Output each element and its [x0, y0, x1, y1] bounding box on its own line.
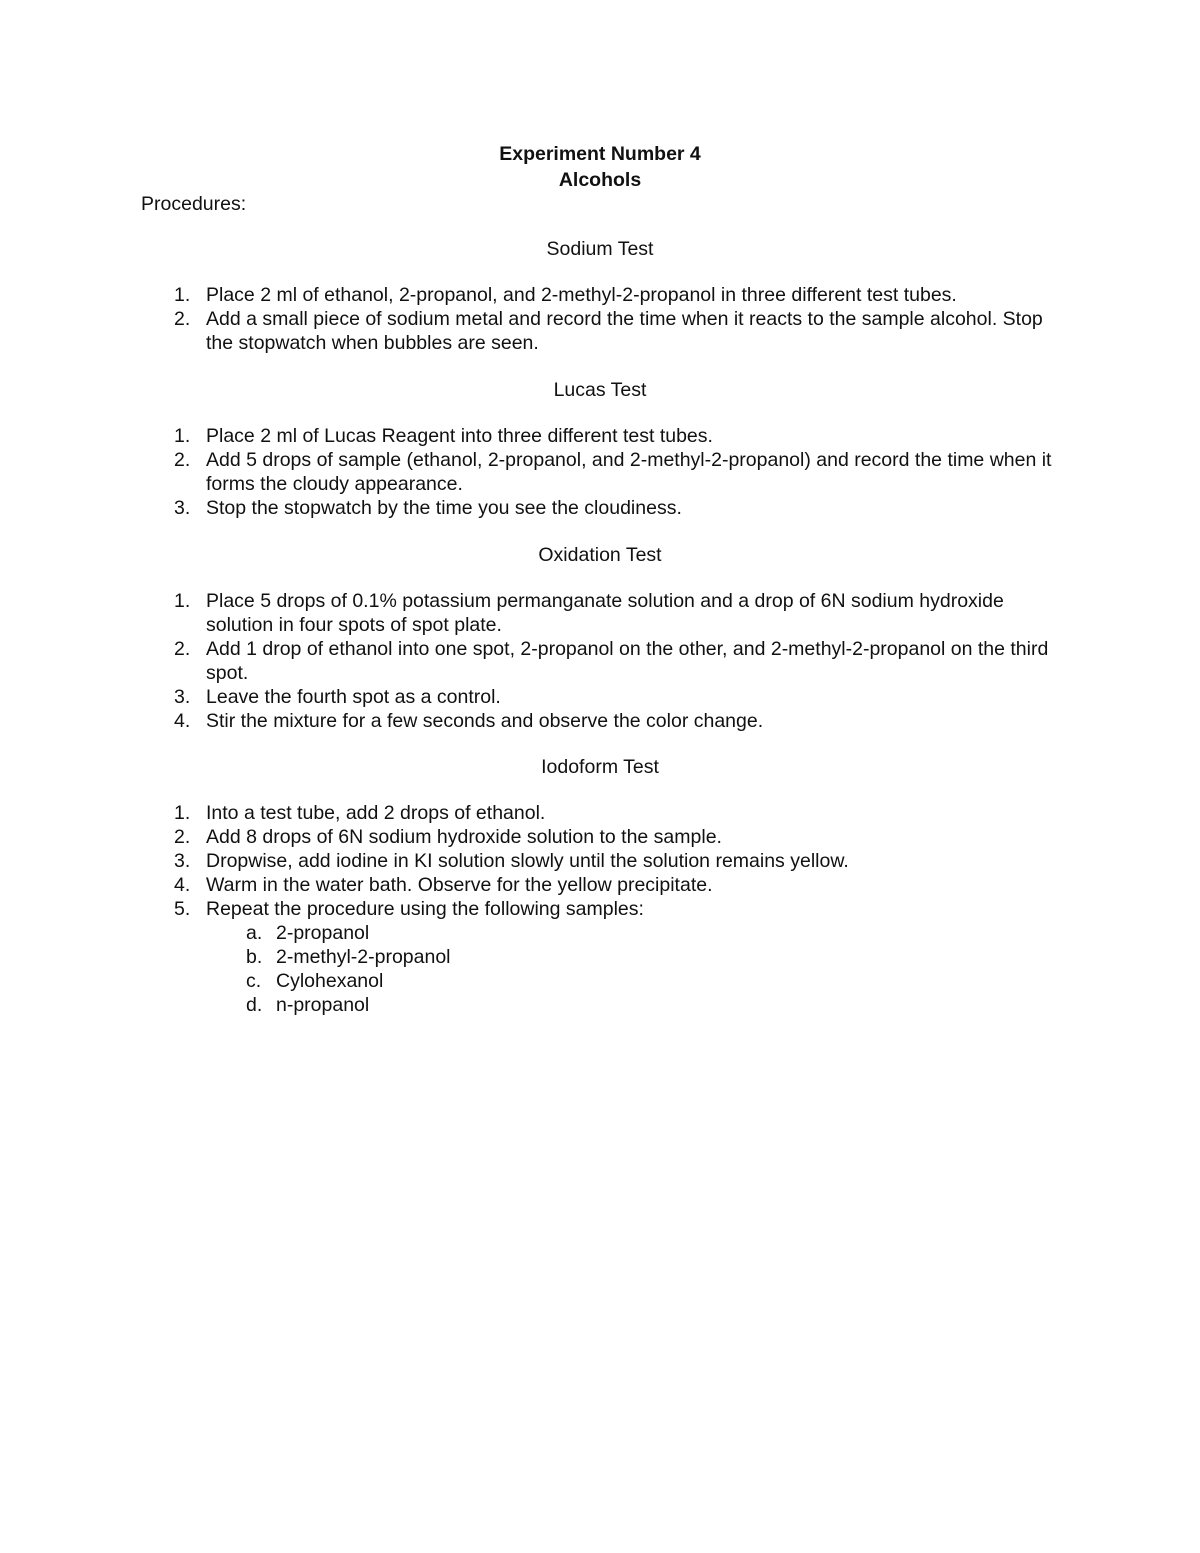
list-item [0, 637, 1066, 685]
list-item [0, 685, 1066, 709]
step-list [0, 589, 1200, 733]
list-item [0, 496, 1066, 520]
section-heading: Oxidation Test [538, 544, 662, 566]
sample-letter: c. [246, 970, 262, 992]
procedures-label: Procedures: [141, 193, 247, 215]
document-title: Experiment Number 4 [499, 143, 701, 165]
step-list [0, 283, 1200, 355]
section-heading: Sodium Test [546, 238, 654, 260]
step-text: Place 2 ml of ethanol, 2-propanol, and 2-methyl-2-propanol in three different test tubes. [206, 284, 957, 306]
sample-text: n-propanol [276, 994, 370, 1016]
sample-letter: b. [246, 946, 263, 968]
list-item [0, 283, 1066, 307]
list-item [0, 307, 1066, 355]
section-heading: Lucas Test [553, 379, 647, 401]
sample-item [206, 921, 1066, 945]
step-text: Into a test tube, add 2 drops of ethanol. [206, 802, 546, 824]
step-text: Repeat the procedure using the following samples: [206, 898, 644, 920]
document-subtitle: Alcohols [558, 169, 642, 191]
step-text: Stop the stopwatch by the time you see the cloudiness. [206, 497, 682, 519]
sample-item [206, 945, 1066, 969]
list-item [0, 801, 1066, 825]
step-number: 4. [174, 710, 191, 732]
sample-text: 2-propanol [276, 922, 370, 944]
step-number: 3. [174, 497, 191, 519]
step-number: 2. [174, 826, 191, 848]
step-number: 4. [174, 874, 191, 896]
list-item [0, 424, 1066, 448]
sample-letter: d. [246, 994, 263, 1016]
section-oxidation-test [0, 543, 1200, 733]
step-number: 2. [174, 308, 191, 330]
step-number: 3. [174, 850, 191, 872]
step-number: 2. [174, 449, 191, 471]
step-text: Place 5 drops of 0.1% potassium permanganate solution and a drop of 6N sodium hydroxide solution in four spots of spot plate. [206, 590, 1004, 636]
step-number: 1. [174, 590, 191, 612]
step-number: 1. [174, 425, 191, 447]
step-number: 2. [174, 638, 191, 660]
list-item [0, 448, 1066, 496]
section-iodoform-test [0, 755, 1200, 1017]
step-text: Add a small piece of sodium metal and record the time when it reacts to the sample alcohol. Stop the stopwatch when bubbles are seen. [206, 308, 1043, 354]
step-text: Dropwise, add iodine in KI solution slowly until the solution remains yellow. [206, 850, 849, 872]
list-item [0, 589, 1066, 637]
step-text: Place 2 ml of Lucas Reagent into three different test tubes. [206, 425, 713, 447]
section-lucas-test [0, 378, 1200, 520]
sample-item [206, 969, 1066, 993]
step-text: Stir the mixture for a few seconds and observe the color change. [206, 710, 764, 732]
step-text: Leave the fourth spot as a control. [206, 686, 501, 708]
step-number: 1. [174, 802, 191, 824]
step-text: Add 8 drops of 6N sodium hydroxide solution to the sample. [206, 826, 722, 848]
sample-text: Cylohexanol [276, 970, 384, 992]
list-item [0, 709, 1066, 733]
step-list [0, 801, 1200, 1017]
list-item [0, 897, 1066, 1017]
list-item [0, 849, 1066, 873]
step-text: Add 1 drop of ethanol into one spot, 2-propanol on the other, and 2-methyl-2-propanol on the third spot. [206, 638, 1049, 684]
sample-list [206, 921, 1066, 1017]
step-text: Warm in the water bath. Observe for the yellow precipitate. [206, 874, 713, 896]
sample-text: 2-methyl-2-propanol [276, 946, 451, 968]
section-sodium-test [0, 237, 1200, 355]
section-heading: Iodoform Test [541, 756, 659, 778]
list-item [0, 873, 1066, 897]
step-list [0, 424, 1200, 520]
step-number: 1. [174, 284, 191, 306]
sample-letter: a. [246, 922, 263, 944]
sample-item [206, 993, 1066, 1017]
step-number: 3. [174, 686, 191, 708]
step-number: 5. [174, 898, 191, 920]
step-text: Add 5 drops of sample (ethanol, 2-propanol, and 2-methyl-2-propanol) and record the time when it forms the cloudy appearance. [206, 449, 1052, 495]
list-item [0, 825, 1066, 849]
